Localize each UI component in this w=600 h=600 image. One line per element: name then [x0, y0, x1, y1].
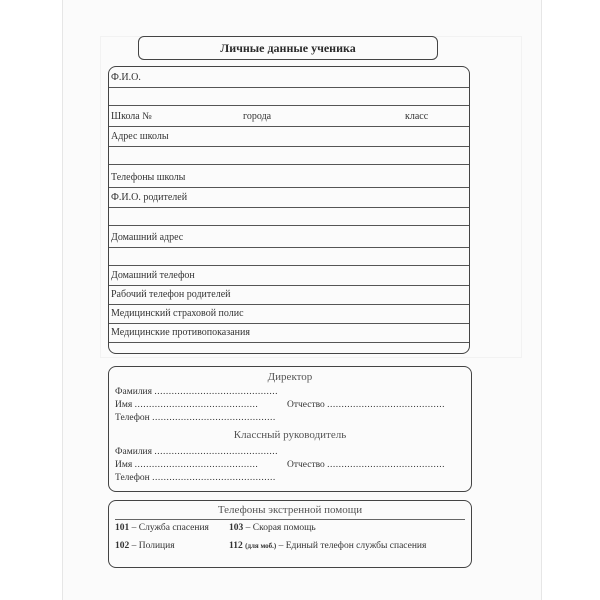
emergency-item: 103 – Скорая помощь — [229, 523, 316, 533]
director-title: Директор — [267, 371, 313, 383]
director-patronymic-field[interactable]: Отчество ......................................... — [287, 400, 446, 410]
teacher-patronymic-label: Отчество — [287, 460, 325, 470]
teacher-patronymic-field[interactable]: Отчество ......................................... — [287, 460, 446, 470]
work-phone-label: Рабочий телефон родителей — [111, 289, 231, 300]
director-phone-field[interactable]: Телефон ........................................... — [115, 413, 276, 423]
school-label: Школа № — [111, 111, 152, 122]
work-phone-line[interactable] — [109, 286, 469, 305]
city-label: города — [243, 111, 272, 122]
contraindications-label: Медицинские противопоказания — [111, 327, 250, 338]
fio-label: Ф.И.О. — [111, 72, 141, 83]
teacher-phone-label: Телефон — [115, 473, 150, 483]
emergency-item: 112 (для моб.) – Единый телефон службы спасения — [229, 541, 427, 551]
emergency-item: 102 – Полиция — [115, 541, 175, 551]
class-teacher-title: Классный руководитель — [233, 429, 347, 441]
student-data-form — [108, 66, 470, 354]
teacher-name-field[interactable]: Имя ........................................... — [115, 460, 259, 470]
page-title: Личные данные ученика — [138, 36, 438, 60]
school-line[interactable] — [109, 108, 469, 127]
emergency-item: 101 – Служба спасения — [115, 523, 209, 533]
staff-contacts-box — [108, 366, 472, 492]
fio-line[interactable] — [109, 69, 469, 88]
teacher-surname-field[interactable]: Фамилия ........................................... — [115, 447, 279, 457]
insurance-line[interactable] — [109, 305, 469, 324]
school-phones-line[interactable] — [109, 169, 469, 188]
insurance-label: Медицинский страховой полис — [111, 308, 244, 319]
parents-fio-label: Ф.И.О. родителей — [111, 192, 188, 203]
director-patronymic-label: Отчество — [287, 400, 325, 410]
contraindications-line[interactable] — [109, 324, 469, 343]
director-phone-label: Телефон — [115, 413, 150, 423]
school-address-line[interactable] — [109, 128, 469, 147]
parents-fio-line[interactable] — [109, 189, 469, 208]
director-name-field[interactable]: Имя ........................................... — [115, 400, 259, 410]
parents-fio-line-2[interactable] — [109, 207, 469, 226]
home-address-label: Домашний адрес — [111, 232, 184, 243]
teacher-surname-label: Фамилия — [115, 447, 153, 457]
school-address-line-2[interactable] — [109, 146, 469, 165]
home-phone-label: Домашний телефон — [111, 270, 195, 281]
fio-line-2[interactable] — [109, 87, 469, 106]
class-label: класс — [405, 111, 429, 122]
emergency-title: Телефоны экстренной помощи — [109, 504, 471, 516]
director-name-label: Имя — [115, 400, 133, 410]
home-address-line-2[interactable] — [109, 247, 469, 266]
director-surname-label: Фамилия — [115, 387, 153, 397]
school-address-label: Адрес школы — [111, 131, 169, 142]
school-phones-label: Телефоны школы — [111, 172, 186, 183]
emergency-phones-box — [108, 500, 472, 568]
teacher-name-label: Имя — [115, 460, 133, 470]
director-surname-field[interactable]: Фамилия ........................................... — [115, 387, 279, 397]
teacher-phone-field[interactable]: Телефон ........................................... — [115, 473, 276, 483]
home-phone-line[interactable] — [109, 267, 469, 286]
home-address-line[interactable] — [109, 229, 469, 248]
